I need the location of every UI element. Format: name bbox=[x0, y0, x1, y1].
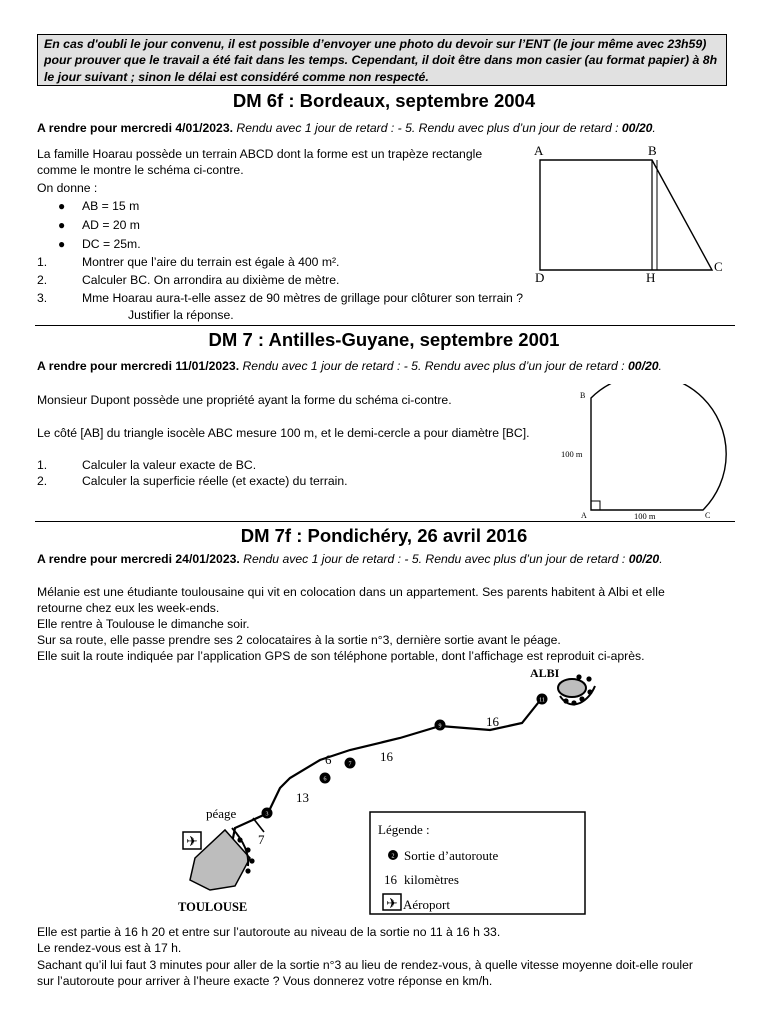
distance-label: 13 bbox=[296, 790, 309, 805]
bullet-icon: ● bbox=[58, 199, 66, 213]
toll-label: péage bbox=[206, 806, 237, 821]
legend-km-number: 16 bbox=[384, 872, 397, 887]
trapezoid-diagram bbox=[520, 140, 735, 290]
legend-title: Légende : bbox=[378, 822, 430, 837]
airplane-icon: ✈ bbox=[386, 897, 398, 912]
side-ac-length: 100 m bbox=[634, 511, 656, 521]
ex1-q2-number: 2. bbox=[37, 273, 48, 287]
vertex-b-label: B bbox=[648, 143, 657, 158]
ex3-late-one: Rendu avec 1 jour de retard : - 5. bbox=[243, 552, 423, 566]
trapezoid-shape bbox=[540, 160, 712, 270]
ex1-late-one: Rendu avec 1 jour de retard : - 5. bbox=[236, 121, 416, 135]
ex1-intro-2: comme le montre le schéma ci-contre. bbox=[37, 163, 244, 177]
ex2-due-line: A rendre pour mercredi 11/01/2023. Rendu avec 1 jour de retard : - 5. Rendu avec plus d’un jour de retard : 00/20. bbox=[37, 359, 662, 373]
ex1-q3-number: 3. bbox=[37, 291, 48, 305]
ex1-title: DM 6f : Bordeaux, septembre 2004 bbox=[232, 90, 536, 111]
vertex-d-label: D bbox=[535, 270, 545, 285]
exit-7-number: 7 bbox=[348, 761, 352, 768]
ex1-q1-number: 1. bbox=[37, 255, 48, 269]
toulouse-label: TOULOUSE bbox=[178, 900, 248, 914]
distance-label: 7 bbox=[258, 832, 265, 847]
notice-text: En cas d'oubli le jour convenu, il est possible d’envoyer une photo du devoir sur l’ENT (le jour même avec 23h59) pour prouver que le travail a été fait dans les temps. Cependant, il doit être dans mon casier (au format papier) à 8h le jour suivant ; sinon le délai est considéré comme non respecté. bbox=[44, 37, 718, 84]
ex2-late-more: Rendu avec plus d’un jour de retard : bbox=[424, 359, 625, 373]
bullet-icon: ● bbox=[58, 237, 66, 251]
ex1-q2: Calculer BC. On arrondira au dixième de mètre. bbox=[82, 273, 340, 287]
toll-barrier bbox=[253, 818, 264, 832]
ex3-due-line: A rendre pour mercredi 24/01/2023. Rendu avec 1 jour de retard : - 5. Rendu avec plus d’un jour de retard : 00/20. bbox=[37, 552, 663, 566]
ex1-q1: Montrer que l’aire du terrain est égale à 400 m². bbox=[82, 255, 340, 269]
albi-city-area bbox=[558, 679, 586, 697]
legend-km-text: kilomètres bbox=[404, 872, 459, 887]
distance-label: 16 bbox=[486, 714, 499, 729]
ex1-intro-1: La famille Hoarau possède un terrain ABCD dont la forme est un trapèze rectangle bbox=[37, 147, 483, 161]
ex3-late-more: Rendu avec plus d’un jour de retard : bbox=[425, 552, 626, 566]
ex2-q2-number: 2. bbox=[37, 474, 48, 488]
ex2-q1: Calculer la valeur exacte de BC. bbox=[82, 458, 257, 472]
ex1-late-more: Rendu avec plus d’un jour de retard : bbox=[418, 121, 619, 135]
legend-airport-text: Aéroport bbox=[403, 897, 450, 912]
distance-label: 16 bbox=[380, 749, 393, 764]
ex1-data-item: DC = 25m. bbox=[82, 237, 141, 251]
bullet-icon: ● bbox=[58, 218, 66, 232]
albi-label: ALBI bbox=[530, 668, 560, 680]
ex3-q-d: sur l’autoroute pour arriver à l’heure exacte ? Vous donnerez votre réponse en km/h. bbox=[37, 974, 493, 988]
ex3-q-b: Le rendez-vous est à 17 h. bbox=[37, 941, 182, 955]
triangle-semicircle-diagram bbox=[555, 384, 740, 524]
exit-6-number: 6 bbox=[323, 776, 327, 783]
vertex-a-label: A bbox=[534, 143, 544, 158]
ex1-due-date: A rendre pour mercredi 4/01/2023. bbox=[37, 121, 233, 135]
ex2-q2: Calculer la superficie réelle (et exacte) du terrain. bbox=[82, 474, 348, 488]
vertex-b-label: B bbox=[580, 391, 586, 400]
vertex-c-label: C bbox=[705, 511, 711, 520]
legend-exit-text: Sortie d’autoroute bbox=[404, 848, 499, 863]
vertex-c-label: C bbox=[714, 259, 723, 274]
gps-route-map bbox=[170, 668, 610, 923]
ex2-p2: Le côté [AB] du triangle isocèle ABC mesure 100 m, et le demi-cercle a pour diamètre [BC]. bbox=[37, 426, 530, 440]
ex1-q3-justify: Justifier la réponse. bbox=[128, 308, 234, 322]
exit-9-number: 9 bbox=[438, 723, 442, 730]
ex2-due-date: A rendre pour mercredi 11/01/2023. bbox=[37, 359, 240, 373]
late-policy-notice bbox=[37, 34, 727, 86]
section-divider bbox=[35, 325, 735, 326]
ex3-q-c: Sachant qu’il lui faut 3 minutes pour aller de la sortie n°3 au lieu de rendez-vous, à quelle vitesse moyenne doit-elle rouler bbox=[37, 958, 693, 972]
ex3-p1a: Mélanie est une étudiante toulousaine qui vit en colocation dans un appartement. Ses parents habitent à Albi et elle bbox=[37, 585, 665, 599]
ex3-late-grade: 00/20 bbox=[628, 552, 660, 566]
exit-11-number: 11 bbox=[539, 697, 545, 704]
ex3-title: DM 7f : Pondichéry, 26 avril 2016 bbox=[240, 525, 528, 546]
distance-label: 6 bbox=[325, 752, 332, 767]
airplane-icon: ✈ bbox=[186, 835, 198, 850]
ex3-q-a: Elle est partie à 16 h 20 et entre sur l’autoroute au niveau de la sortie no 11 à 16 h 33. bbox=[37, 925, 501, 939]
ex3-p1b: retourne chez eux les week-ends. bbox=[37, 601, 220, 615]
right-angle-mark bbox=[591, 501, 600, 510]
ex1-due-line: A rendre pour mercredi 4/01/2023. Rendu avec 1 jour de retard : - 5. Rendu avec plus d’un jour de retard : 00/20. bbox=[37, 121, 656, 135]
ex1-late-grade: 00/20 bbox=[621, 121, 653, 135]
ex3-due-date: A rendre pour mercredi 24/01/2023. bbox=[37, 552, 240, 566]
ex3-p2: Elle rentre à Toulouse le dimanche soir. bbox=[37, 617, 250, 631]
ex1-data-item: AB = 15 m bbox=[82, 199, 140, 213]
point-h-label: H bbox=[646, 270, 656, 285]
exit-3-number: 3 bbox=[265, 811, 269, 818]
property-outline bbox=[591, 384, 726, 510]
ex2-title: DM 7 : Antilles-Guyane, septembre 2001 bbox=[208, 329, 560, 350]
ex2-late-one: Rendu avec 1 jour de retard : - 5. bbox=[242, 359, 422, 373]
side-ab-length: 100 m bbox=[561, 449, 583, 459]
ex1-data-item: AD = 20 m bbox=[82, 218, 140, 232]
ex3-p3: Sur sa route, elle passe prendre ses 2 colocataires à la sortie n°3, dernière sortie avant le péage. bbox=[37, 633, 561, 647]
section-divider bbox=[35, 521, 735, 522]
ex1-given: On donne : bbox=[37, 181, 98, 195]
vertex-a-label: A bbox=[581, 511, 587, 520]
ex1-q3: Mme Hoarau aura-t-elle assez de 90 mètres de grillage pour clôturer son terrain ? bbox=[82, 291, 523, 305]
ex2-p1: Monsieur Dupont possède une propriété ayant la forme du schéma ci-contre. bbox=[37, 393, 452, 407]
legend-exit-number: 2 bbox=[391, 853, 395, 860]
ex2-q1-number: 1. bbox=[37, 458, 48, 472]
ex2-late-grade: 00/20 bbox=[628, 359, 659, 373]
ex3-p4: Elle suit la route indiquée par l’application GPS de son téléphone portable, dont l’affichage est reproduit ci-après. bbox=[37, 649, 645, 663]
